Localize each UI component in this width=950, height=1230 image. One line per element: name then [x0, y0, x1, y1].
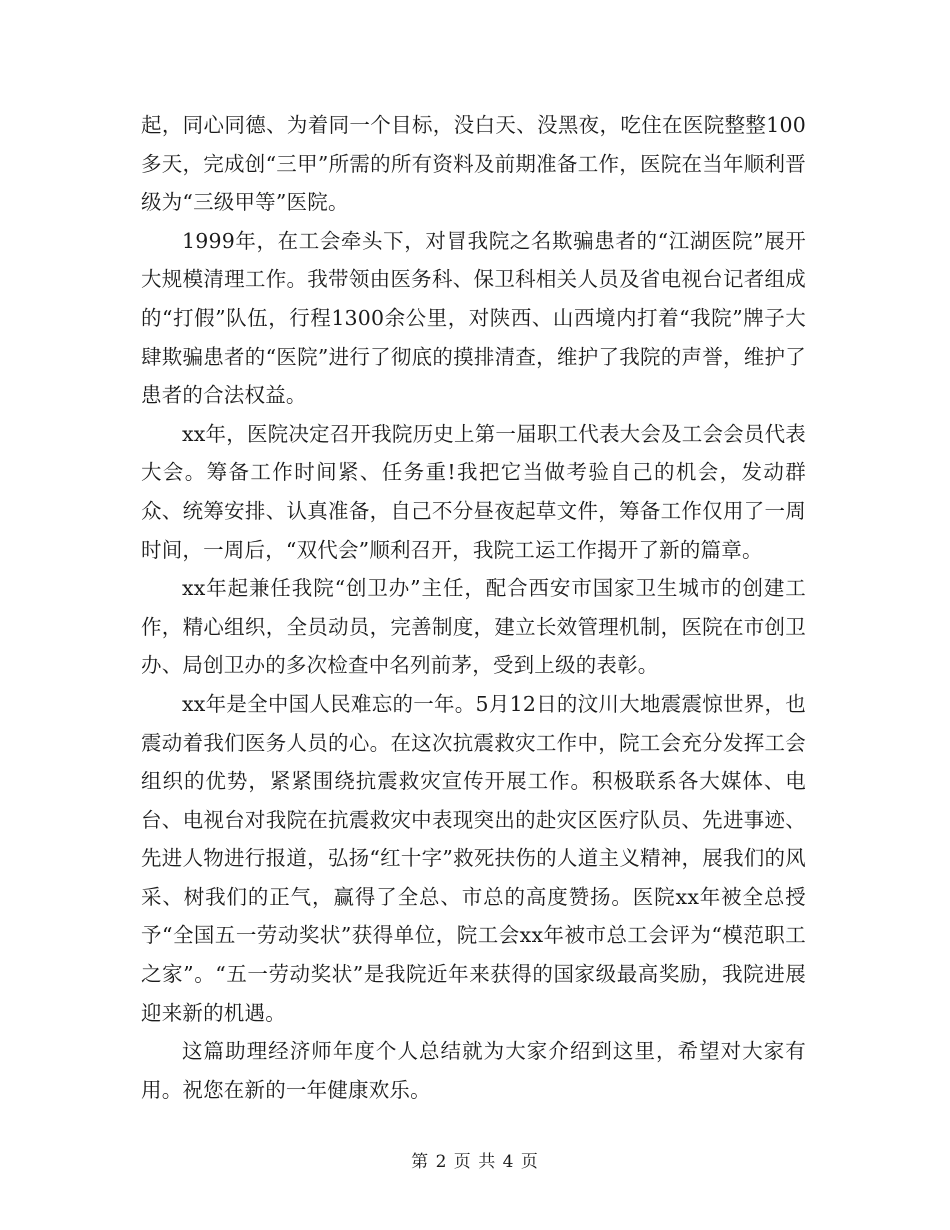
paragraph-closing: 这篇助理经济师年度个人总结就为大家介绍到这里，希望对大家有用。祝您在新的一年健康欢乐。: [141, 1039, 806, 1102]
page-footer: 第 2 页 共 4 页: [411, 1152, 539, 1172]
paragraph-1999-crackdown: 1999年，在工会牵头下，对冒我院之名欺骗患者的“江湖医院”展开大规模清理工作。我带领由医务科、保卫科相关人员及省电视台记者组成的“打假”队伍，行程1300余公里，对陕西、山西境内打着“我院”牌子大肆欺骗患者的“医院”进行了彻底的摸排清查，维护了我院的声誉，维护了患者的合法权益。: [141, 228, 806, 408]
document-body: [141, 106, 806, 1109]
paragraph-continuation: 起，同心同德、为着同一个目标，没白天、没黑夜，吃住在医院整整100多天，完成创“三甲”所需的所有资料及前期准备工作，医院在当年顺利晋级为“三级甲等”医院。: [141, 113, 806, 215]
paragraph-earthquake: xx年是全中国人民难忘的一年。5月12日的汶川大地震震惊世界，也震动着我们医务人员的心。在这次抗震救灾工作中，院工会充分发挥工会组织的优势，紧紧围绕抗震救灾宣传开展工作。积极联系各大媒体、电台、电视台对我院在抗震救灾中表现突出的赴灾区医疗队员、先进事迹、先进人物进行报道，弘扬“红十字”救死扶伤的人道主义精神，展我们的风采、树我们的正气，赢得了全总、市总的高度赞扬。医院xx年被全总授予“全国五一劳动奖状”获得单位，院工会xx年被市总工会评为“模范职工之家”。“五一劳动奖状”是我院近年来获得的国家级最高奖励，我院进展迎来新的机遇。: [141, 691, 806, 1025]
paragraph-hygiene-office: xx年起兼任我院“创卫办”主任，配合西安市国家卫生城市的创建工作，精心组织，全员动员，完善制度，建立长效管理机制，医院在市创卫办、局创卫办的多次检查中名列前茅，受到上级的表彰。: [141, 576, 806, 678]
paragraph-congress: xx年，医院决定召开我院历史上第一届职工代表大会及工会会员代表大会。筹备工作时间紧、任务重!我把它当做考验自己的机会，发动群众、统筹安排、认真准备，自己不分昼夜起草文件，筹备工作仅用了一周时间，一周后，“双代会”顺利召开，我院工运工作揭开了新的篇章。: [141, 421, 806, 562]
